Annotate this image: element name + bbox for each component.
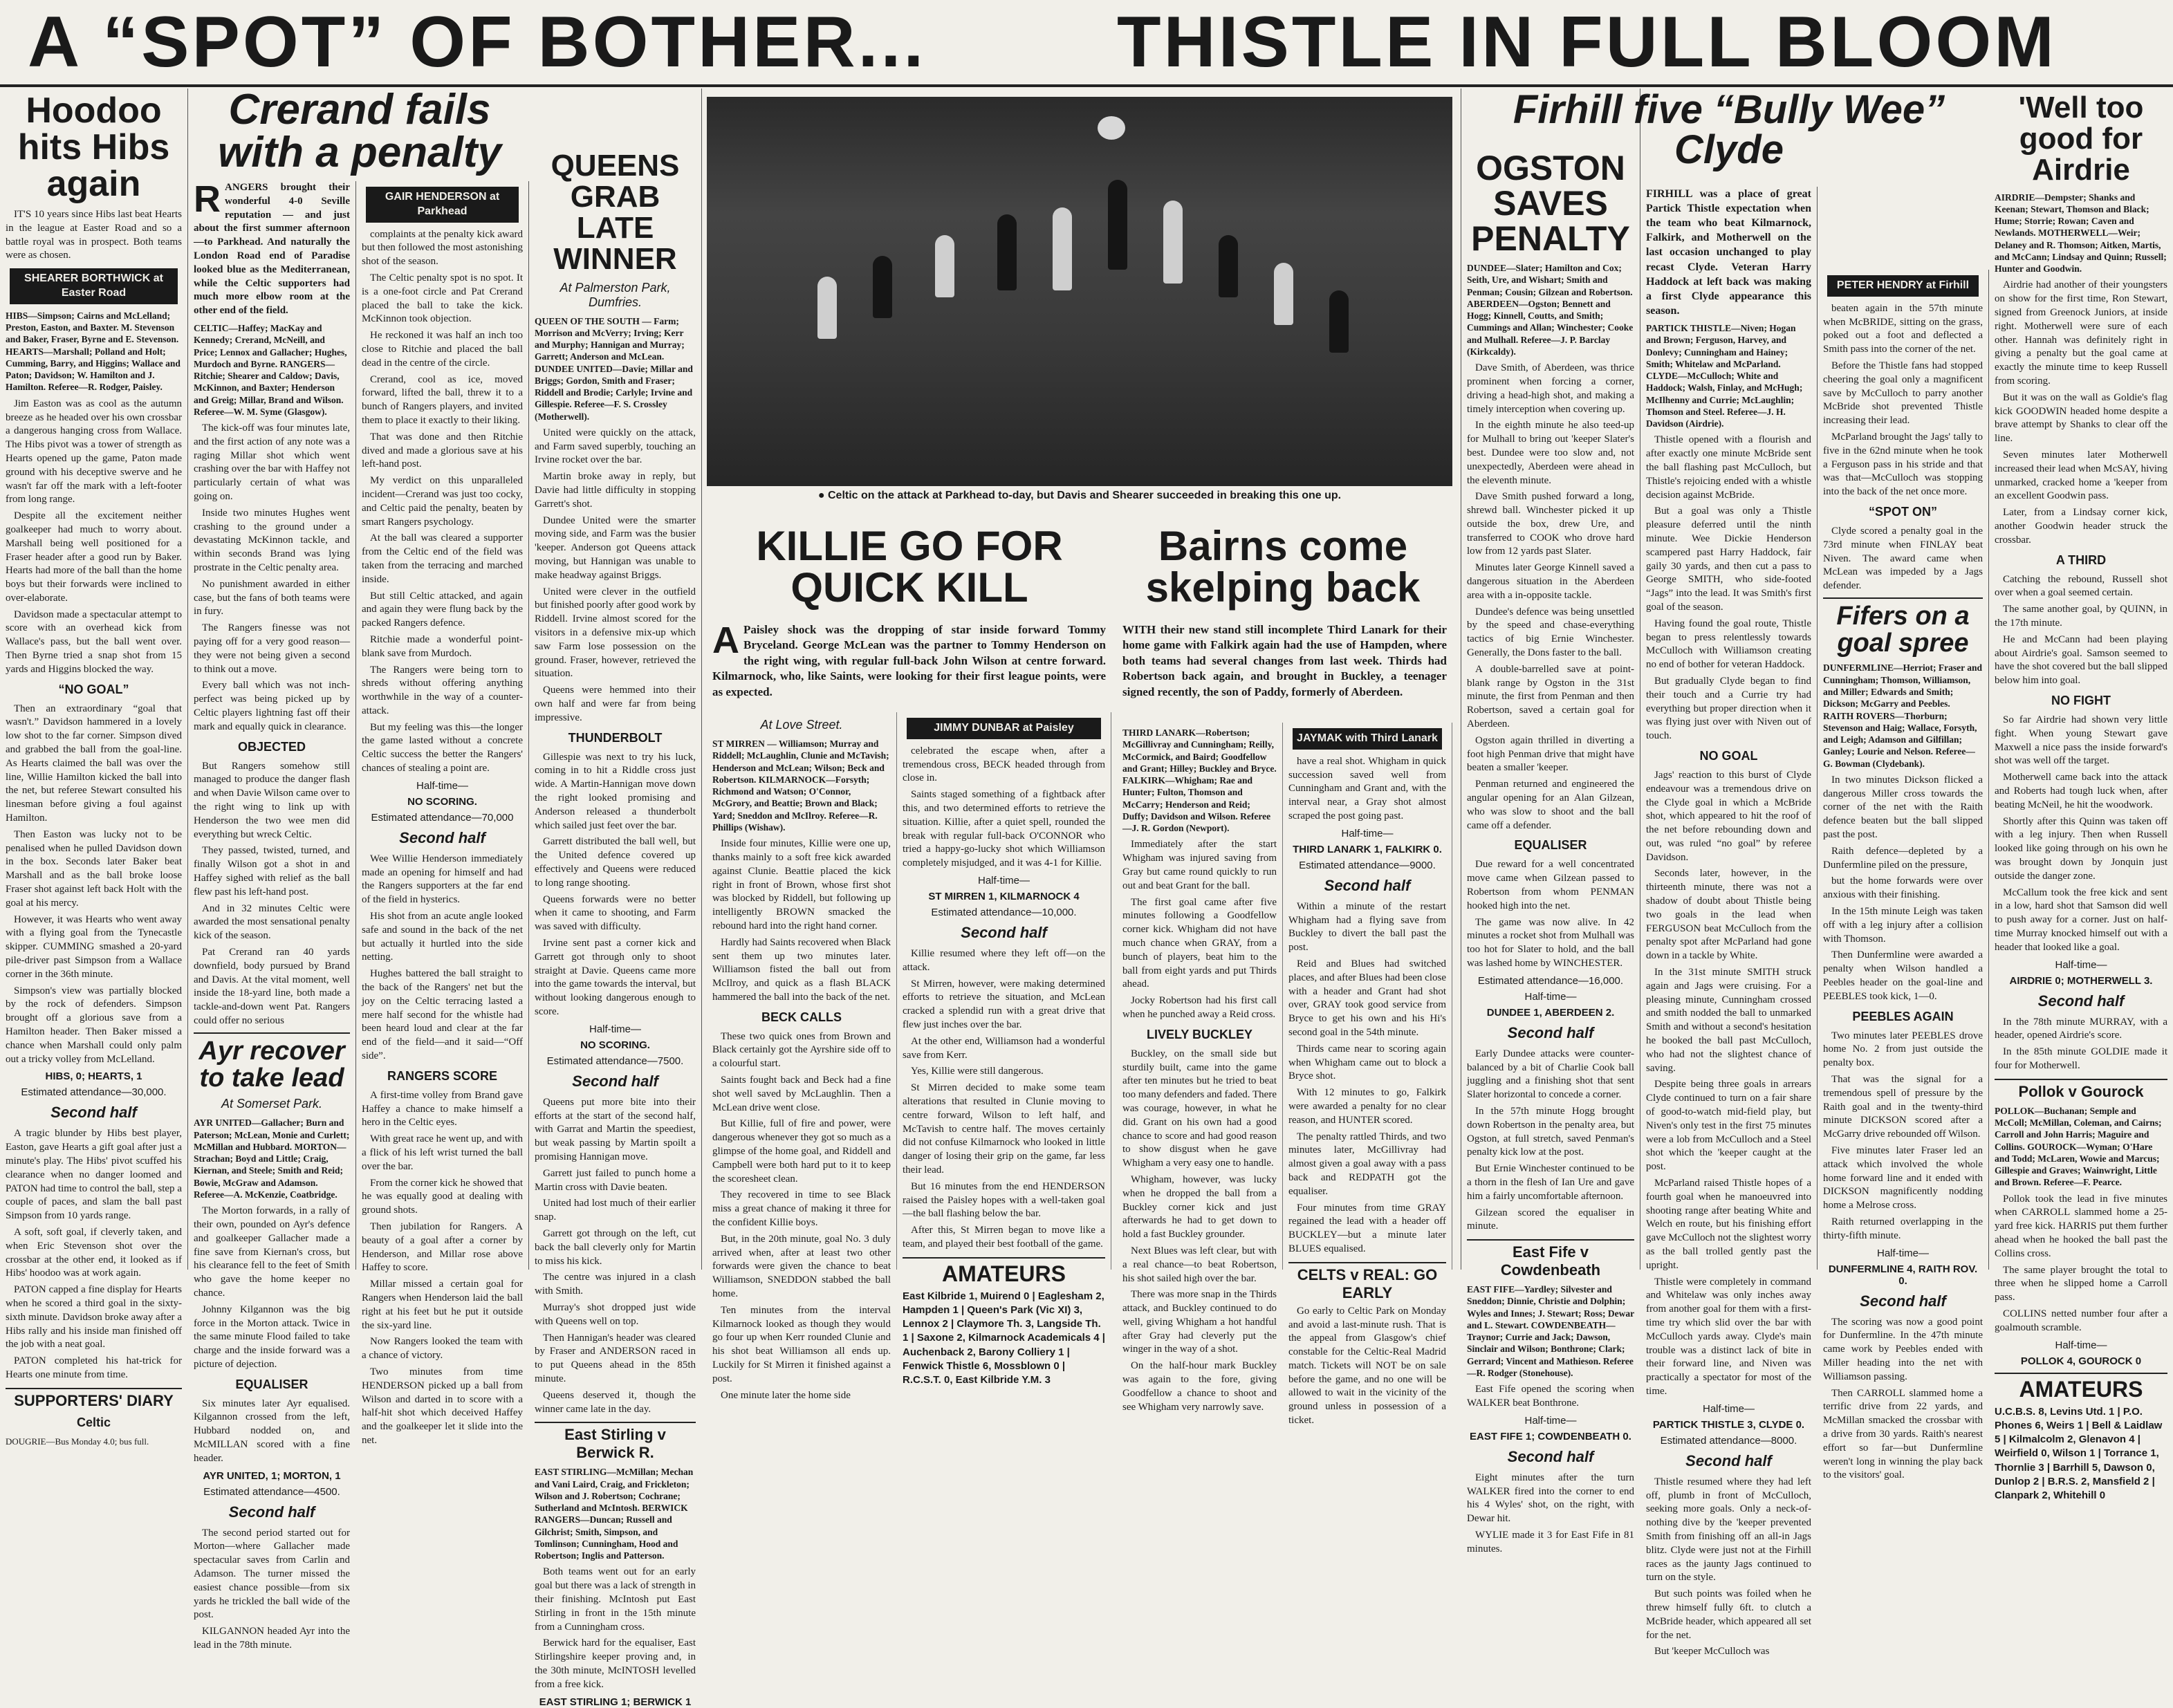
paragraph: Two minutes from time HENDERSON picked up a ball from Wilson and darted in to score with a half-hit shot which deceived Haffey and the goalkeeper let it slide into the net.	[362, 1366, 523, 1446]
headline-killie: KILLIE GO FOR QUICK KILL	[756, 523, 1063, 611]
player-figure	[1163, 201, 1183, 284]
east-stirling-title: East Stirling v Berwick R.	[535, 1422, 696, 1462]
team-lineups: THIRD LANARK—Robertson; McGillivray and Cunningham; Reilly, McCormick, and Baird; Goodfellow and Grant; Hilley; Buckley and Bryce. FALKIRK—Whigham; Rae and Hunter; Fulton, Thomson and McCarry; Henderson and Reid; Duffy; Davidson and Wilson. Referee—J. R. Gordon (Newport).	[1122, 727, 1277, 834]
paragraph: They recovered in time to see Black miss a great chance of making it three for the confident Killie boys.	[712, 1189, 891, 1229]
second-half-heading: Second half	[572, 1072, 658, 1090]
paragraph: Six minutes later Ayr equalised. Kilgannon crossed from the left, Hubbard nodded on, and McMILLAN scored with a fine header.	[194, 1398, 350, 1464]
paragraph: Airdrie had another of their youngsters on show for the first time, Ron Stewart, signed from Greenock Juniors, at inside right. Motherwell were sure of each other. Hannah was definitely right in giving a penalty but the goal came at exactly the minute time to keep Russell from scoring.	[1995, 279, 2167, 387]
paragraph: The Rangers finesse was not paying off for a very good reason—they were not being given a second to think out a move.	[194, 622, 350, 675]
paragraph: Despite being three goals in arrears Clyde continued to turn on a fair share of good-to-watch mid-field play, but Niven's only test in the first 75 minutes were a lob from McCulloch and a Steel shot which the 'keeper caught at the post.	[1646, 1079, 1811, 1173]
attendance: Estimated attendance—30,000.	[21, 1086, 167, 1099]
paragraph: So far Airdrie had shown very little fight. When young Stewart gave Maxwell a nice pass the inside forward's shot was well off the target.	[1995, 714, 2167, 767]
second-half-heading: Second half	[1324, 876, 1411, 894]
paragraph: But such points was foiled when he threw himself fully 6ft. to clutch a McBride header, which appeared all set for the net.	[1646, 1588, 1811, 1641]
paragraph: The scoring was now a good point for Dunfermline. In the 47th minute came work by Peebles ended with Miller heading into the net with Williamson passing.	[1823, 1316, 1983, 1382]
paragraph: Johnny Kilgannon was the big force in the Morton attack. Twice in the same minute Flood failed to take charge and the inside forward was a picture of dejection.	[194, 1303, 350, 1370]
headline-fifers: Fifers on a goal spree	[1823, 597, 1983, 657]
second-half-heading: Second half	[1507, 1023, 1594, 1041]
subheading: EQUALISER	[235, 1377, 308, 1391]
dropcap: R	[194, 178, 221, 220]
paragraph: Every ball which was not inch-perfect was being picked up by Celtic players lightning fast off their mark and equally quick in clearance.	[194, 680, 350, 732]
subheading: EQUALISER	[1514, 838, 1587, 853]
paragraph: One minute later the home side	[721, 1389, 851, 1401]
paragraph: A first-time volley from Brand gave Haffey a chance to make himself a hero in the Celtic eyes.	[362, 1089, 523, 1129]
paragraph: The Morton forwards, in a rally of their own, pounded on Ayr's defence and goalkeeper Gallacher made a fine save from Kiernan's cross, but his clearance fell to the feet of Smith who gave the home keeper no chance.	[194, 1205, 350, 1299]
article-airdrie-motherwell	[1989, 89, 2173, 1502]
score-line: DUNDEE 1, ABERDEEN 2.	[1486, 1006, 1615, 1019]
celts-real-title: CELTS v REAL: GO EARLY	[1288, 1262, 1446, 1302]
paragraph: But, in the 20th minute, goal No. 3 duly arrived when, after at least two other forwards were given the chance to beat Williamson, SNEDDON stabbed the ball home.	[712, 1233, 891, 1300]
supporters-diary-title: SUPPORTERS' DIARY	[6, 1388, 182, 1410]
second-half-heading: Second half	[2037, 992, 2125, 1010]
paragraph: Thirds came near to scoring again when Whigham came out to block a Bryce shot.	[1288, 1043, 1446, 1082]
subheading: PEEBLES AGAIN	[1852, 1009, 1954, 1023]
paragraph: No punishment awarded in either case, but the fans of both teams were in fury.	[194, 578, 350, 618]
paragraph: Killie resumed where they left off—on the attack.	[903, 947, 1105, 973]
subheading: LIVELY BUCKLEY	[1146, 1027, 1253, 1041]
half-time-label: Half-time—	[1524, 990, 1577, 1003]
paragraph: Five minutes later Fraser led an attack which involved the whole home forward line and it ended with DICKSON magnificently nodding home a Melrose cross.	[1823, 1144, 1983, 1212]
amateurs-results: East Kilbride 1, Muirend 0 | Eaglesham 2, Hampden 1 | Queen's Park (Vic XI) 3, Lennox 2 | Claymore Th. 3, Langside Th. 1 | Saxone 2, Kilmarnock Academicals 4 | Auchenback 2, Barony Colliery 1 | Fenwick Thistle 6, Mossblown 0 | R.C.S.T. 0, East Kilbride Y.M. 3	[903, 1290, 1105, 1386]
headline-ayr: Ayr recover to take lead	[194, 1032, 350, 1092]
paragraph: Jocky Robertson had his first call when he punched away a Reid cross.	[1122, 995, 1277, 1020]
subheading: RANGERS SCORE	[387, 1068, 498, 1083]
score-line: EAST FIFE 1; COWDENBEATH 0.	[1470, 1430, 1631, 1442]
paragraph-intro: FIRHILL was a place of great Partick Thistle expectation when the team who beat Kilmarnock, Falkirk, and Motherwell on the last occasion unchanged to play recast Clyde. Veteran Harry Haddock at left back was making a first Clyde appearance this season.	[1646, 188, 1811, 317]
paragraph: Ogston again thrilled in diverting a foot high Penman drive that might have beaten a smaller 'keeper.	[1467, 734, 1634, 774]
paragraph: In the 31st minute SMITH struck again and Jags were cruising. For a pleasing minute, Cunningham crossed and smith nodded the ball to unmarked Smith and without a second's hesitation he booked the ball past McCulloch, who had not the slightest chance of saving.	[1646, 967, 1811, 1074]
team-lineups: DUNDEE—Slater; Hamilton and Cox; Seith, Ure, and Wishart; Smith and Penman; Cousin; Gilzean and Robertson. ABERDEEN—Ogston; Bennett and Hogg; Kinnell, Coutts, and Smith; Cummings and Allan; Winchester; Cooke and Mulhall. Referee—J. P. Barclay (Kirkcaldy).	[1467, 263, 1634, 357]
score-line: POLLOK 4, GOUROCK 0	[2020, 1355, 2142, 1367]
paragraph: Thistle resumed where they had left off, plumb in front of McCulloch, seeking more goals. Only a neck-of-nothing dive by the 'keeper prevented Smith from finishing off an all-in Jags blitz. Clyde were just not at the Firhill races as the jaunty Jags continued to turn on the style.	[1646, 1476, 1811, 1584]
paragraph: In the 15th minute Leigh was taken off with a leg injury after a collision with Thomson.	[1823, 906, 1983, 945]
paragraph: But Rangers somehow still managed to produce the danger flash and when Davie Wilson came over to the right wing to link up with Henderson the two wee men did everything but wreck Celtic.	[194, 760, 350, 840]
paragraph: Pat Crerand ran 40 yards downfield, body pursued by Brand and Davis. At the vital moment, well inside the 18-yard line, both made a tackle-and-down went Pat. Rangers could offer no serious	[194, 946, 350, 1026]
paragraph: From the corner kick he showed that he was equally good at dealing with ground shots.	[362, 1177, 523, 1216]
paragraph: Then jubilation for Rangers. A beauty of a goal after a corner by Henderson, and Millar rose above Haffey to score.	[362, 1221, 523, 1274]
paragraph: PATON completed his hat-trick for Hearts one minute from time.	[6, 1355, 182, 1380]
player-figure	[817, 277, 837, 339]
paragraph: East Fife opened the scoring when WALKER beat Bonthrone.	[1467, 1384, 1634, 1409]
paragraph: He and McCann had been playing about Airdrie's goal. Samson seemed to have the shot covered but the ball slipped below him into goal.	[1995, 633, 2167, 687]
team-lineups: AIRDRIE—Dempster; Shanks and Keenan; Stewart, Thomson and Black; Hume; Storrie; Rowan; Caven and Newlands. MOTHERWELL—Weir; Delaney and R. Thomson; Aitken, Martis, and McCann; Lindsay and Quinn; Russell; Hunter and Goodwin.	[1995, 192, 2167, 275]
paragraph: Raith defence—depleted by a Dunfermline piled on the pressure,	[1823, 845, 1983, 871]
paragraph: Yes, Killie were still dangerous.	[911, 1066, 1044, 1077]
paragraph: WYLIE made it 3 for East Fife in 81 minutes.	[1467, 1530, 1634, 1554]
paragraph: Hughes battered the ball straight to the back of the Rangers' net but the joy on the Celtic terracing lasted a mere half second for the whistle had been heard loud and clear at the far end of the field—and it said—“Off side”.	[362, 968, 523, 1062]
paragraph: That was done and then Ritchie dived and made a glorious save at his left-hand post.	[362, 431, 523, 470]
paragraph: In the eighth minute he also teed-up for Mulhall to bring out 'keeper Slater's best. Dundee were too slow and, not unexpectedly, Aberdeen were ahead in the eleventh minute.	[1467, 420, 1634, 486]
player-figure	[935, 235, 954, 297]
second-half-heading: Second half	[1860, 1292, 1946, 1310]
pollok-title: Pollok v Gourock	[1995, 1079, 2167, 1101]
byline-bairns: JAYMAK with Third Lanark	[1293, 728, 1442, 750]
team-lineups: DUNFERMLINE—Herriot; Fraser and Cunningham; Thomson, Williamson, and Miller; Edwards and Smith; Dickson; McGarry and Peebles. RAITH ROVERS—Thorburn; Stevenson and Haig; Wallace, Forsyth, and Leigh; Adamson and Gilfillan; Ganley; Lourie and Nelson. Referee—G. Bowman (Clydebank).	[1823, 662, 1982, 769]
paragraph: On the half-hour mark Buckley was again to the fore, giving Goodfellow a chance to shoot and see Whigham very narrowly save.	[1122, 1360, 1277, 1413]
half-time-label: Half-time—	[1876, 1247, 1929, 1259]
byline-hibs: SHEARER BORTHWICK at Easter Road	[10, 268, 178, 304]
team-lineups: EAST FIFE—Yardley; Silvester and Sneddon; Dinnie, Christie and Dolphin; Wyles and Innes; J. Stewart; Ross; Dewar and L. Stewart. COWDENBEATH—Traynor; Currie and Jack; Dawson, Sinclair and Wilson; Bonthrone; Clark; Gerrard; Vincent and Mathieson. Referee—R. Rodger (Stonehouse).	[1467, 1284, 1634, 1379]
subheading: NO FIGHT	[2051, 694, 2111, 707]
amateurs-title: AMATEURS	[1995, 1373, 2167, 1402]
paragraph: The kick-off was four minutes late, and the first action of any note was a raging Millar shot which went crashing over the bar with Haffey not particularly certain of what was going on.	[194, 423, 350, 503]
score-line: AIRDRIE 0; MOTHERWELL 3.	[2009, 974, 2153, 987]
banner-headline-right: THISTLE IN FULL BLOOM	[1117, 2, 2057, 82]
supporters-diary-sub: Celtic	[76, 1415, 111, 1429]
team-lineups: POLLOK—Buchanan; Semple and McColl; McMillan, Coleman, and Cairns; Carroll and John Harris; Maguire and Collins. GOUROCK—Wyman; O'Hare and Todd; McLaren, Wowie and Marcus; Gillespie and Graves; Wainwright, Little and Brown. Referee—F. Pearce.	[1995, 1105, 2162, 1188]
venue: At Love Street.	[760, 718, 843, 732]
team-lineups: AYR UNITED—Gallacher; Burn and Paterson; McLean, Monie and Curlett; McMillan and Hubbard. MORTON—Strachan; Boyd and Little; Craig, Kiernan, and Steele; Smith and Reid; Bowie, McGraw and Adamson. Referee—A. McKenzie, Coatbridge.	[194, 1117, 350, 1200]
paragraph: beaten again in the 57th minute when McBRIDE, sitting on the grass, poked out a foot and deflected a Smith pass into the corner of the net.	[1823, 302, 1983, 355]
article-partick-clyde-cont	[1818, 270, 1989, 1481]
attendance: Estimated attendance—9000.	[1299, 859, 1436, 871]
byline-firhill: PETER HENDRY at Firhill	[1827, 275, 1979, 297]
paragraph: Despite all the excitement neither goalkeeper had much to worry about. Marshall being well positioned for a Fraser header after a good run by Baker. Hearts had more of the ball than the home boys but their forwards were inclined to over-elaborate.	[6, 510, 182, 604]
subheading: BECK CALLS	[761, 1010, 842, 1024]
paragraph: But my feeling was this—the longer the game lasted without a concrete Celtic success the better the Rangers' chances of stealing a point are.	[362, 721, 523, 774]
subheading: A THIRD	[2055, 553, 2107, 567]
paragraph: Later, from a Lindsay corner kick, another Goodwin header struck the crossbar.	[1995, 507, 2167, 546]
paragraph: McParland brought the Jags' tally to five in the 62nd minute when he took a Ferguson pass in his stride and that was that—McCulloch was stopping into the back of the net once more.	[1823, 431, 1983, 498]
paragraph: And in 32 minutes Celtic were awarded the most sensational penalty kick of the season.	[194, 902, 350, 942]
subheading: “NO GOAL”	[58, 682, 129, 696]
headline-ogston: OGSTON SAVES PENALTY	[1471, 149, 1630, 258]
paragraph: Immediately after the start Whigham was injured saving from Gray but came round quickly to run out and beat Grant for the ball.	[1122, 839, 1277, 891]
amateurs-title: AMATEURS	[903, 1257, 1105, 1287]
paragraph: Then Easton was lucky not to be penalised when he pulled Davidson down in the box. Seconds later Baker beat Marshall and as the ball broke loose Fraser shot against left back Holt with the goal at his mercy.	[6, 828, 182, 909]
paragraph: Raith returned overlapping in the thirty-fifth minute.	[1823, 1216, 1983, 1241]
paragraph: United had lost much of their earlier snap.	[535, 1198, 696, 1223]
banner-headline-left: A “SPOT” OF BOTHER...	[28, 2, 927, 82]
team-lineups: PARTICK THISTLE—Niven; Hogan and Brown; Ferguson, Harvey, and Donlevy; Cunningham and Hainey; Smith; Whitelaw and McParland. CLYDE—McCulloch; White and Haddock; Walsh, Finlay, and McHugh; McIlhenny and Currie; McLaughlin; Thomson and Steel. Referee—J. H. Davidson (Airdrie).	[1646, 322, 1803, 429]
score-line: THIRD LANARK 1, FALKIRK 0.	[1293, 843, 1442, 855]
half-time-label: Half-time—	[2055, 1339, 2107, 1351]
football	[1098, 116, 1125, 140]
score-line: NO SCORING.	[407, 795, 477, 808]
paragraph: Then CARROLL slammed home a terrific drive from 22 yards, and McMillan smacked the crossbar with a drive from 30 yards. Raith's nearest effort so far—but Dunfermline weren't long in winning the play back to the visitors' goal.	[1823, 1387, 1983, 1481]
half-time-label: Half-time—	[1341, 827, 1394, 839]
paragraph: Queens were hemmed into their own half and were far from being impressive.	[535, 685, 696, 723]
paragraph: Saints staged something of a fightback after this, and two determined efforts to retrieve the situation. Killie, after a quiet spell, rounded the break with regular full-back O'CONNOR who tried a happy-go-lucky shot which Williamson completely misjudged, and it was 4-1 for Killie.	[903, 789, 1105, 869]
paragraph: Then an extraordinary “goal that wasn't.” Davidson hammered in a lovely low shot to the far corner. Simpson dived and grabbed the ball from the goal-line. As Hearts claimed the ball was over the line, Willie Hamilton kicked the ball into the net, but referee Stewart consulted his linesman before giving a foul against Hamilton.	[6, 703, 182, 824]
article-bairns-cont	[1283, 723, 1452, 1427]
team-lineups: QUEEN OF THE SOUTH — Farm; Morrison and McVerry; Irving; Kerr and Murphy; Hannigan and Murray; Garrett; Anderson and McLean. DUNDEE UNITED—Davie; Millar and Briggs; Gordon, Smith and Fraser; Riddell and Brodie; Carlyle; Irvine and Gillespie. Referee—F. S. Crossley (Motherwell).	[535, 315, 693, 422]
paragraph: The second period started out for Morton—where Gallacher made spectacular saves from Carlin and Adamson. The turner missed the easiest chance possible—from six yards he trickled the ball wide of the post.	[194, 1527, 350, 1621]
player-figure	[1274, 263, 1293, 325]
paragraph: With great race he went up, and with a flick of his left wrist turned the ball over the bar.	[362, 1133, 523, 1172]
player-figure	[1053, 207, 1072, 290]
paragraph: They passed, twisted, turned, and finally Wilson got a shot in and Haffey sighed with relief as the ball flew past his left-hand post.	[194, 845, 350, 898]
score-line: PARTICK THISTLE 3, CLYDE 0.	[1652, 1418, 1805, 1431]
paragraph: Within a minute of the restart Whigham had a flying save from Buckley to divert the ball past the post.	[1288, 900, 1446, 954]
paragraph: St Mirren, however, were making determined efforts to retrieve the situation, and McLean cracked a splendid run with a great drive that flew just inches over the bar.	[903, 978, 1105, 1030]
east-fife-title: East Fife v Cowdenbeath	[1467, 1239, 1634, 1279]
paragraph: Seconds later, however, in the thirteenth minute, there was not a shadow of doubt about Thistle being two goals in the lead when FERGUSON beat McCulloch from the penalty spot after McParland had gone down in a tackle by White.	[1646, 868, 1811, 962]
paragraph: have a real shot. Whigham in quick succession saved well from Cunningham and Grant and, with the interval near, a Gray shot almost scraped the post going past.	[1288, 755, 1446, 821]
amateurs-results: U.C.B.S. 8, Levins Utd. 1 | P.O. Phones 6, Weirs 1 | Bell & Laidlaw 5 | Kilmalcolm 2, Glenavon 4 | Weirfield 0, Wilson 1 | Torrance 1, Thornlie 3 | Barrhill 5, Dawson 0, Dunlop 2 | B.R.S. 2, Mansfield 2 | Clanpark 2, Whitehill 0	[1995, 1405, 2163, 1502]
paragraph: Gillespie was next to try his luck, coming in to hit a Riddle cross just wide. A Martin-Hannigan move down the right looked promising and Anderson released a thunderbolt which sailed just feet over the bar.	[535, 751, 696, 831]
paragraph: Gilzean scored the equaliser in minute.	[1467, 1207, 1634, 1232]
photo-caption: ● Celtic on the attack at Parkhead to-day, but Davis and Shearer succeeded in breaking this one up.	[817, 490, 1342, 501]
subheading: NO GOAL	[1699, 748, 1758, 763]
paragraph: Queens deserved it, though the winner came late in the day.	[535, 1389, 696, 1415]
paragraph: The Celtic penalty spot is no spot. It is a one-foot circle and Pat Crerand placed the ball to take the kick. McKinnon took objection.	[362, 272, 523, 325]
paragraph: Dave Smith, of Aberdeen, was thrice prominent when forcing a corner, driving a head-high shot, and making a timely interception when covering up.	[1467, 362, 1634, 415]
score-line: DUNFERMLINE 4, RAITH ROV. 0.	[1828, 1263, 1978, 1287]
paragraph: Thistle were completely in command and Whitelaw was only inches away from another goal for them with a first-time try which slid over the bar with McCulloch yards away. Clyde's main trouble was a distinct lack of bite in their forward line, and Niven was practically a spectator for most of the time.	[1646, 1276, 1811, 1397]
paragraph: The Rangers were being torn to shreds without offering anything worthwhile in the way of a counter-attack.	[362, 664, 523, 716]
paragraph: My verdict on this unparalleled incident—Crerand was just too cocky, and Celtic paid the penalty, beaten by smart Rangers psychology.	[362, 475, 523, 528]
paragraph: At the ball was cleared a supporter from the Celtic end of the field was taken from the terracing and marched inside.	[362, 532, 523, 585]
paragraph: Motherwell came back into the attack and Roberts had tough luck when, after beating McNeil, he hit the woodwork.	[1995, 772, 2167, 810]
score-line: ST MIRREN 1, KILMARNOCK 4	[928, 890, 1080, 902]
attendance: Estimated attendance—70,000	[371, 811, 514, 824]
bairns-intro	[1117, 622, 1452, 700]
paragraph: Penman returned and engineered the angular opening for an Alan Gilzean, who was slow to shoot and the ball came off a defender.	[1467, 779, 1634, 831]
headline-crerand: Crerand fails with a penalty	[218, 86, 501, 176]
attendance: Estimated attendance—4500.	[203, 1485, 340, 1498]
headline-queens: QUEENS GRAB LATE WINNER	[551, 149, 680, 276]
paragraph: Garrett just failed to punch home a Martin cross with Davie beaten.	[535, 1167, 696, 1193]
paragraph: A soft, soft goal, if cleverly taken, and when Eric Stevenson shot over the crossbar at the other end, it looked as if Hibs' hoodoo was at work again.	[6, 1226, 182, 1279]
second-half-heading: Second half	[961, 923, 1047, 941]
paragraph: Queens forwards were no better when it came to shooting, and Farm was saved with difficulty.	[535, 893, 696, 933]
paragraph: Early Dundee attacks were counter-balanced by a bit of Charlie Cook ball juggling and a finishing shot that sent Slater horizontal to concede a corner.	[1467, 1048, 1634, 1101]
paragraph: McParland raised Thistle hopes of a fourth goal when he manoeuvred into shooting range after beating White and Welch en route, but his finishing effort gave McCulloch not the slightest worry as the ball trolled gently past the upright.	[1646, 1178, 1811, 1271]
paragraph: In the 85th minute GOLDIE made it four for Motherwell.	[1995, 1046, 2167, 1071]
paragraph: A double-barrelled save at point-blank range by Ogston in the 31st minute, the first from Penman and then Robertson, saved a certain goal for Aberdeen.	[1467, 663, 1634, 730]
paragraph: At the other end, Williamson had a wonderful save from Kerr.	[903, 1035, 1105, 1061]
paragraph: In the 78th minute MURRAY, with a header, opened Airdrie's score.	[1995, 1016, 2167, 1041]
paragraph: These two quick ones from Brown and Black certainly got the Ayrshire side off to a colourful start.	[712, 1030, 891, 1070]
paragraph: In two minutes Dickson flicked a dangerous Miller cross towards the corner of the net with the Raith defence beaten but the ball slipped past the post.	[1823, 774, 1983, 841]
paragraph: But Ernie Winchester continued to be a thorn in the flesh of Ian Ure and gave him a fairly uncomfortable afternoon.	[1467, 1163, 1634, 1202]
paragraph: The centre was injured in a clash with Smith.	[535, 1272, 696, 1297]
paragraph: Then Dunfermline were awarded a penalty when Wilson handled a Peebles header on the goal-line and PEEBLES took kick, 1—0.	[1823, 949, 1983, 1002]
paragraph: The first goal came after five minutes following a Goodfellow corner kick. Whigham did not have much chance when GRAY, from a bunch of players, beat him to the ball from eight yards and put Thirds ahead.	[1122, 896, 1277, 990]
paragraph: Martin broke away in reply, but Davie had little difficulty in stopping Garrett's shot.	[535, 471, 696, 510]
half-time-label: Half-time—	[1702, 1402, 1755, 1415]
team-lineups: EAST STIRLING—McMillan; Mechan and Vani Laird, Craig, and Frickleton; Wilson and J. Robertson; Cochrane; Sutherland and McIntosh. BERWICK RANGERS—Duncan; Russell and Gilchrist; Smith, Simpson, and Tomlinson; Cunningham, Hood and Robertson; Inglis and Patterson.	[535, 1467, 694, 1561]
banner	[0, 0, 2173, 87]
second-half-heading: Second half	[1685, 1451, 1772, 1469]
second-half-heading: Second half	[50, 1104, 137, 1122]
paragraph: Ritchie made a wonderful point-blank save from Murdoch.	[362, 633, 523, 659]
paragraph: United were clever in the outfield but finished poorly after good work by Riddell. Irvine almost scored for the visitors in a defensive mix-up which saw Farm lose possession on the ground. Fraser, however, retrieved the situation.	[535, 586, 696, 680]
paragraph: In the 57th minute Hogg brought down Robertson in the penalty area, but Ogston, at full stretch, saved Penman's penalty kick low at the post.	[1467, 1105, 1634, 1158]
article-killie	[707, 712, 897, 1401]
paragraph: Garrett got through on the left, cut back the ball cleverly only for Martin to miss his kick.	[535, 1227, 696, 1267]
paragraph: Inside two minutes Hughes went crashing to the ground under a devastating McKinnon tackle, and within seconds Brand was lying prostrate in the Celtic penalty area.	[194, 507, 350, 574]
byline-killie: JIMMY DUNBAR at Paisley	[907, 718, 1101, 739]
paragraph: But it was on the wall as Goldie's flag kick GOODWIN headed home despite a brave attempt by Shanks to clear off the line.	[1995, 391, 2167, 445]
attendance: Estimated attendance—8000.	[1660, 1434, 1797, 1447]
paragraph: However, it was Hearts who went away with a flying goal from the Tynecastle skipper. CUMMING smashed a 20-yard pile-driver past Simpson from a Wallace corner in the 36th minute.	[6, 913, 182, 980]
article-bairns	[1117, 723, 1283, 1413]
paragraph-intro: ANGERS brought their wonderful 4-0 Seville reputation — and just about the first summer afternoon—to Parkhead. And naturally the London Road end of Paradise looked blue as the Mediterranean, while the Celtic supporters had much more elbow room at the other end of the field.	[194, 182, 350, 317]
subheading: OBJECTED	[237, 739, 306, 754]
paragraph: United were quickly on the attack, and Farm saved superbly, touching an Irvine rocket over the bar.	[535, 427, 696, 466]
paragraph: Whigham, however, was lucky when he dropped the ball from a Buckley corner kick and just afterwards he had to get down to hold a fast Buckley grounder.	[1122, 1173, 1277, 1241]
byline-celtic: GAIR HENDERSON at Parkhead	[366, 187, 519, 223]
team-lineups: ST MIRREN — Williamson; Murray and Riddell; McLaughlin, Clunie and McTavish; Henderson and McLean; Wilson; Beck and Robertson. KILMARNOCK—Forsyth; Richmond and Watson; O'Connor, McGrory, and Beattie; Brown and Black; Yard; Sneddon and McIlroy. Referee—R. Phillips (Wishaw).	[712, 739, 889, 833]
paragraph: But a goal was only a Thistle pleasure deferred until the ninth minute. Wee Dickie Henderson scampered past Harry Haddock, fair gaily 30 yards, and then cut a pass to George SMITH, who side-footed “Jags” into the lead. It was Smith's first goal of the season.	[1646, 505, 1811, 613]
paragraph: Murray's shot dropped just wide with Queens well on top.	[535, 1301, 696, 1327]
paragraph: Davidson made a spectacular attempt to score with an overhead kick from Wallace's pass, but the ball went over. Then Byrne tried a snap shot from 15 yards and Higgins blocked the way.	[6, 609, 182, 675]
half-time-label: Half-time—	[416, 779, 468, 792]
headline-airdrie: 'Well too good for Airdrie	[2018, 91, 2144, 187]
paragraph: PATON capped a fine display for Hearts when he scored a third goal in the sixty-sixth minute. Davidson broke away after a Hibs rally and his inside man finished off the job with a neat goal.	[6, 1284, 182, 1350]
player-figure	[1219, 235, 1238, 297]
subheading: THUNDERBOLT	[568, 730, 663, 745]
paragraph-intro: WITH their new stand still incomplete Third Lanark for their home game with Falkirk again had the use of Hampden, where both teams had several changes from last week. Thirds had Robertson back again, and brought in Buckley, a teenager signed recently, the son of Paddy, formerly of Aberdeen.	[1122, 623, 1447, 698]
score-line: NO SCORING.	[580, 1039, 650, 1051]
venue: At Palmerston Park, Dumfries.	[560, 280, 671, 309]
half-time-label: Half-time—	[1524, 1414, 1577, 1427]
paragraph: Ten minutes from the interval Kilmarnock looked as though they would go four up when Kerr rounded Clunie and his shot beat Williamson all ends up. Luckily for St Mirren it finished against a post.	[712, 1304, 891, 1384]
paragraph: But 'keeper McCulloch was	[1654, 1646, 1770, 1658]
paragraph: Minutes later George Kinnell saved a dangerous situation in the Aberdeen area with a in-opposite tackle.	[1467, 562, 1634, 601]
paragraph: Reid and Blues had switched places, and after Blues had been close with a header and Grant had shot over, GRAY took good service from Bryce to get his own and his Hi's second goal in the 54th minute.	[1288, 958, 1446, 1038]
headline-firhill: Firhill five “Bully Wee” Clyde	[1513, 87, 1945, 172]
paragraph: Simpson's view was partially blocked by the rock of defenders. Simpson brought off a glorious save from a Hamilton header. Then Baker missed a chance when Marshall could only palm out a tricky volley from McLelland.	[6, 985, 182, 1065]
second-half-heading: Second half	[399, 828, 486, 846]
second-half-heading: Second half	[1507, 1447, 1594, 1465]
killie-intro	[707, 622, 1111, 700]
dropcap: A	[712, 620, 739, 661]
paragraph: Inside four minutes, Killie were one up, thanks mainly to a soft free kick awarded against Clunie. Beattie placed the kick right in front of Brown, whose first shot was blocked by Riddell, but following up intelligently BROWN smacked the rebound hard into the right hand corner.	[712, 838, 891, 931]
paragraph: Irvine sent past a corner kick and Garrett got through only to shoot straight at Davie. Queens came more into the game towards the interval, but without looking dangerous enough to score.	[535, 937, 696, 1017]
paragraph: Before the Thistle fans had stopped cheering the goal only a magnificent save by McCulloch to parry another McBride shot prevented Thistle increasing their lead.	[1823, 360, 1983, 427]
paragraph: Shortly after this Quinn was taken off with a leg injury. Then when Russell looked like going through on his own he was brought down by Jonquin just outside the danger zone.	[1995, 815, 2167, 882]
paragraph: A tragic blunder by Hibs best player, Easton, gave Hearts a gift goal after just a minute's play. The Hibs' pivot scuffed his clearance when no danger loomed and PATON had time to control the ball, step a couple of paces, and slam the ball past Simpson from 10 yards range.	[6, 1128, 182, 1222]
match-photo	[707, 97, 1452, 486]
paragraph: Berwick hard for the equaliser, East Stirlingshire keeper proving and, in the 30th minute, McINTOSH levelled from a free kick.	[535, 1637, 696, 1690]
subheading: “SPOT ON”	[1868, 504, 1937, 519]
paragraph: celebrated the escape when, after a tremendous cross, BECK headed through from close in.	[903, 745, 1105, 784]
paragraph: Millar missed a certain goal for Rangers when Henderson laid the ball right at his feet but he put it outside the six-yard line.	[362, 1279, 523, 1331]
paragraph: Next Blues was left clear, but with a real chance—to beat Robertson, his shot sailed high over the bar.	[1122, 1245, 1277, 1284]
article-dundee-aberdeen	[1461, 89, 1640, 1554]
paragraph: But 16 minutes from the end HENDERSON raised the Paisley hopes with a well-taken goal—the ball flashing below the bar.	[903, 1180, 1105, 1220]
player-figure	[997, 214, 1017, 290]
paragraph: Dave Smith pushed forward a long, shrewd ball. Winchester picked it up outside the box, drew Ure, and transferred to COOK who drove hard low from 12 yards past Slater.	[1467, 491, 1634, 557]
paragraph: Pollok took the lead in five minutes when CARROLL slammed home a 25-yard free kick. HARRIS put them further ahead when he hooked the ball past the Collins cross.	[1995, 1193, 2167, 1259]
article-partick-clyde	[1640, 187, 1818, 1658]
paragraph: His shot from an acute angle looked safe and sound in the back of the net but actually it hurtled into the side netting.	[362, 911, 523, 963]
paragraph: With 12 minutes to go, Falkirk were awarded a penalty for no clear reason, and HUNTER scored.	[1288, 1087, 1446, 1126]
attendance: Estimated attendance—7500.	[546, 1055, 684, 1067]
half-time-label: Half-time—	[2055, 958, 2107, 971]
paragraph: Two minutes later PEEBLES drove home No. 2 from just outside the penalty box.	[1823, 1030, 1983, 1069]
paragraph: The penalty rattled Thirds, and two minutes later, McGillivray had almost given a goal away with a pass back and REDPATH got the equaliser.	[1288, 1131, 1446, 1197]
paragraph: Garrett distributed the ball well, but the United defence covered up effectively and Queens were reduced to long range shooting.	[535, 836, 696, 889]
paragraph: The same another goal, by QUINN, in the 17th minute.	[1995, 604, 2167, 629]
paragraph: Crerand, cool as ice, moved forward, lifted the ball, threw it to a bunch of Rangers players, and invited them to place it exactly to their liking.	[362, 373, 523, 426]
paragraph: Catching the rebound, Russell shot over when a goal seemed certain.	[1995, 573, 2167, 599]
paragraph: The game was now alive. In 42 minutes a rocket shot from Mulhall was too hot for Slater to hold, and the ball was lashed home by WINCHESTER.	[1467, 916, 1634, 969]
paragraph: Eight minutes after the turn WALKER fired into the corner to end his 4 Wyles' shot, on the right, with Dewar hit.	[1467, 1472, 1634, 1525]
supporters-diary-text: DOUGRIE—Bus Monday 4.0; bus full.	[6, 1436, 149, 1447]
article-celtic-rangers-cont	[356, 181, 529, 1446]
paragraph: There was more snap in the Thirds attack, and Buckley continued to do well, giving Whigham a hot handful after Gray had cleverly put the winger in the way of a shot.	[1122, 1289, 1277, 1355]
score-line: HIBS, 0; HEARTS, 1	[45, 1070, 142, 1083]
paragraph: Thistle opened with a flourish and after exactly one minute McBride sent the ball flashing past McCulloch, but Thistle's rejoicing ended with a whistle decision against McBride.	[1646, 434, 1811, 501]
article-hibs-hearts	[0, 89, 188, 1447]
paragraph: Wee Willie Henderson immediately made an opening for himself and had the Rangers supporters at the far end of the field in hysterics.	[362, 853, 523, 906]
paragraph: Saints fought back and Beck had a fine shot well saved by McLaughlin. Then a McLean drive went close.	[712, 1075, 891, 1113]
paragraph: Dundee United were the smarter moving side, and Farm was the busier 'keeper. Anderson got Queens attack moving, but Hannigan was unable to make headway against Briggs.	[535, 514, 696, 581]
paragraph: But still Celtic attacked, and again and again they were flung back by the packed Rangers defence.	[362, 590, 523, 629]
paragraph: The same player brought the total to three when he slipped home a Carroll pass.	[1995, 1264, 2167, 1303]
paragraph: Both teams went out for an early goal but there was a lack of strength in their finishing. McIntosh put East Stirling in front in the 15th minute from a Cunningham cross.	[535, 1566, 696, 1633]
paragraph: Having found the goal route, Thistle began to press relentlessly towards McCulloch with Williamson creating no end of bother for veteran Haddock.	[1646, 618, 1811, 671]
paragraph: St Mirren decided to make some team alterations that resulted in Clunie moving to centre forward, Wilson to left half, and McTavish to centre half. The moves certainly did not confuse Kilmarnock who looked in little danger of losing their grip on the game, far less their lead.	[903, 1082, 1105, 1176]
paragraph: That was the signal for a tremendous spell of pressure by the Raith goal and in the twenty-third minute DICKSON scored after a McGarry drive rebounded off Wilson.	[1823, 1073, 1983, 1140]
paragraph: Due reward for a well concentrated move came when Gilzean passed to Robertson from whom PENMAN hooked high into the net.	[1467, 859, 1634, 911]
paragraph: But Killie, full of fire and power, were dangerous whenever they got so much as a glimpse of the home goal, and Riddell and Campbell were both hard put to it to keep the scoresheet clean.	[712, 1118, 891, 1185]
headline-hibs: Hoodoo hits Hibs again	[17, 91, 170, 205]
venue: At Somerset Park.	[221, 1097, 323, 1111]
team-lineups: HIBS—Simpson; Cairns and McLelland; Preston, Easton, and Baxter. M. Stevenson and Baker, Fraser, Byrne and E. Stevenson. HEARTS—Marshall; Polland and Holt; Cumming, Barry, and Higgins; Wallace and Paton; Davidson; W. Hamilton and J. Hamilton. Referee—R. Rodger, Paisley.	[6, 310, 181, 393]
paragraph: complaints at the penalty kick award but then followed the most astonishing shot of the season.	[362, 228, 523, 268]
paragraph: Clyde scored a penalty goal in the 73rd minute when FINLAY beat Niven. The award came when McLean was impeded by a Jags defender.	[1823, 525, 1983, 592]
score-line: EAST STIRLING 1; BERWICK 1	[539, 1696, 692, 1708]
player-figure	[1108, 180, 1127, 270]
paragraph: McCallum took the free kick and sent in a low, hard shot that Samson did well to push away for a corner. Just on half-time Murray knocked himself out with a header that looked like a goal.	[1995, 887, 2167, 953]
paragraph: He reckoned it was half an inch too close to Ritchie and placed the ball dead in the centre of the circle.	[362, 330, 523, 369]
paragraph: Go early to Celtic Park on Monday and avoid a last-minute rush. That is the appeal from Glasgow's chief constable for the Celtic-Real Madrid match. Tickets will NOT be on sale before the game, and no one will be allowed to wait in the vicinity of the ground unless in possession of a ticket.	[1288, 1305, 1446, 1427]
attendance: Estimated attendance—16,000.	[1477, 974, 1624, 987]
paragraph: Jim Easton was as cool as the autumn breeze as he headed over his own crossbar a dangerous hanging cross from Wallace. The Hibs pivot was a tower of strength as Hearts opened up the game, Paton made ground with his deceptive swerve and he wasn't far off the mark with a left-footer from long range.	[6, 398, 182, 505]
team-lineups: CELTIC—Haffey; MacKay and Kennedy; Crerand, McNeill, and Price; Lennox and Gallacher; Hughes, Murdoch and Byrne. RANGERS—Ritchie; Shearer and Caldow; Davis, McKinnon, and Baxter; Henderson and Greig; Millar, Brand and Wilson. Referee—W. M. Syme (Glasgow).	[194, 322, 347, 417]
paragraph: Buckley, on the small side but sturdily built, came into the game after ten minutes but he tried to beat too many defenders and faded. There was courage, however, in what he did. Grant on his own had a good chance to score and had good reason to show disgust when he gave Whigham a very easy one to handle.	[1122, 1048, 1277, 1169]
score-line: AYR UNITED, 1; MORTON, 1	[203, 1469, 341, 1482]
paragraph: Dundee's defence was being unsettled by the speed and chase-everything tactics of big Ernie Winchester. Generally, the Dons faster to the ball.	[1467, 606, 1634, 659]
player-figure	[873, 256, 892, 318]
headline-bairns: Bairns come skelping back	[1145, 523, 1421, 611]
paragraph: Now Rangers looked the team with a chance of victory.	[362, 1336, 523, 1362]
paragraph: IT'S 10 years since Hibs last beat Hearts in the league at Easter Road and so a battle royal was in prospect. Both teams were as chosen.	[6, 209, 182, 261]
article-queens	[529, 89, 702, 1708]
half-time-label: Half-time—	[977, 874, 1030, 887]
attendance: Estimated attendance—10,000.	[931, 906, 1077, 918]
article-celtic-rangers	[188, 178, 356, 1651]
paragraph: KILGANNON headed Ayr into the lead in the 78th minute.	[194, 1626, 350, 1651]
paragraph: Queens put more bite into their efforts at the start of the second half, with Garrat and Martin the speediest, but weak passing by Martin spoilt a promising Hannigan move.	[535, 1096, 696, 1162]
paragraph: COLLINS netted number four after a goalmouth scramble.	[1995, 1308, 2167, 1333]
paragraph: Then Hannigan's header was cleared by Fraser and ANDERSON raced in to put Queens ahead in the 85th minute.	[535, 1332, 696, 1384]
paragraph: Four minutes from time GRAY regained the lead with a header off BUCKLEY—but a minute later BLUES equalised.	[1288, 1202, 1446, 1254]
article-killie-cont	[897, 712, 1111, 1386]
half-time-label: Half-time—	[589, 1023, 641, 1035]
paragraph: After this, St Mirren began to move like a team, and played their best football of the game.	[903, 1225, 1105, 1250]
paragraph: but the home forwards were over anxious with their finishing.	[1823, 875, 1983, 901]
player-figure	[1329, 290, 1349, 353]
paragraph-intro: Paisley shock was the dropping of star inside forward Tommy Bryceland. George McLean was the partner to Tommy Henderson on the right wing, with regular full-back John Wilson at centre forward. Kilmarnock, who, like Saints, were looking for their first league points, were as expected.	[712, 623, 1106, 698]
paragraph: Jags' reaction to this burst of Clyde endeavour was a tremendous drive on the Clyde goal in which a McBride shot, which appeared to hit the roof of the net before rebounding down and out, was ruled “no goal” by referee Davidson.	[1646, 769, 1811, 863]
paragraph: Seven minutes later Motherwell increased their lead when McSAY, hiving unmarked, cracked home a 'keeper from an excellent Goodwin pass.	[1995, 449, 2167, 502]
paragraph: Hardly had Saints recovered when Black sent them up two minutes later. Williamson fisted the ball out from McIlroy, and quick as a flash BLACK hammered the ball into the back of the net.	[712, 936, 891, 1003]
paragraph: But gradually Clyde began to find their touch and a Currie try had everything but proper direction when it was flying just over with Niven out of touch.	[1646, 675, 1811, 742]
second-half-heading: Second half	[228, 1503, 315, 1521]
